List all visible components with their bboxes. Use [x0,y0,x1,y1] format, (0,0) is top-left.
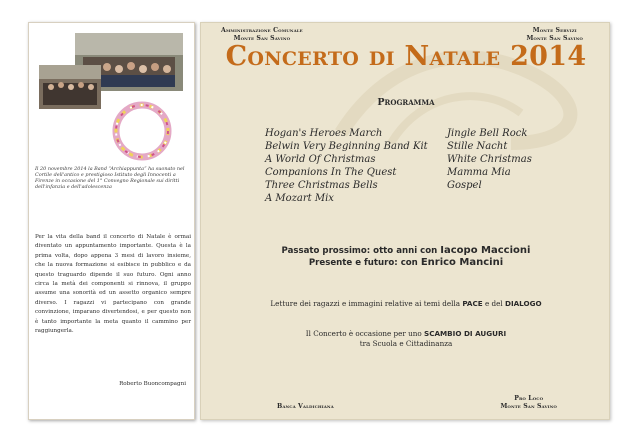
page-title: Concerto di Natale 2014 [225,41,587,72]
program-heading: Programma [377,97,435,108]
program-item: Three Christmas Bells [265,180,378,191]
past-director-name: Iacopo Maccioni [440,245,531,256]
present-director-label: Presente e futuro: con [308,258,418,268]
readings-word-dialogo: DIALOGO [504,299,542,308]
program-item: Hogan's Heroes March [265,128,383,139]
header-municipality-line2: Monte San Savino [233,34,291,42]
exchange-pre: Il Concerto è occasione per uno [305,329,422,338]
program-item: Gospel [447,180,482,191]
header-municipality [221,27,303,42]
band-photo-collage [35,31,185,161]
past-director-label: Passato prossimo: otto anni con [281,246,438,256]
program-item: Stille Nacht [447,141,508,152]
header-monte-servizi [526,27,583,42]
author-signature: Roberto Buoncompagni [119,381,186,387]
readings-mid: e del [484,299,503,308]
readings-word-pace: PACE [462,299,483,308]
concert-poster [200,22,610,420]
program-item: A Mozart Mix [265,193,334,204]
program-item: Jingle Bell Rock [447,128,528,139]
sponsor-pro-loco [500,395,557,410]
directors-block [201,245,611,269]
sponsor-bank: Banca Valdichiana [277,403,334,410]
program-item: Belwin Very Beginning Band Kit [265,141,428,152]
readings-pre: Letture dei ragazzi e immagini relative ai temi della [270,299,461,308]
sponsor-pro-loco-line2: Monte San Savino [500,402,557,410]
readings-line [201,299,611,308]
header-monte-servizi-line2: Monte San Savino [526,34,583,42]
program-item: A World Of Christmas [265,154,376,165]
exchange-line2: tra Scuola e Cittadinanza [359,339,453,348]
header-municipality-line1: Amministrazione Comunale [221,27,303,34]
program-column-right [447,127,532,192]
exchange-block [201,329,611,349]
present-director-name: Enrico Mancini [420,257,504,268]
exchange-highlight: SCAMBIO DI AUGURI [424,329,507,338]
left-panel [28,22,195,420]
photo-caption: Il 20 novembre 2014 la Band “Archiappunta” ha suonato nel Cortile dell'antico e prestigioso Istituto degli Innocenti a Firenze in occasione del 1° Convegno Regionale sui diritti dell'infanzia e dell'adolescenza [35,166,185,191]
program-item: Mamma Mia [447,167,511,178]
program-item: Companions In The Quest [265,167,397,178]
sponsor-pro-loco-line1: Pro Loco [514,395,544,402]
header-monte-servizi-line1: Monte Servizi [532,27,577,34]
program-column-left [265,127,428,205]
program-item: White Christmas [447,154,532,165]
band-description: Per la vita della band il concerto di Natale è ormai diventato un appuntamento importante. Questa è la prima volta, dopo appena 3 mesi di lavoro insieme, che la nuova formazione si esibisce in pubblico e da questo traguardo dipende il suo futuro. Ogni anno circa la metà dei componenti si rinnova, il gruppo assume una sonorità ed un assetto organico sempre diverso. I ragazzi vi partecipano con grande convinzione, imparano divertendosi, e per questo non è tanto importante la meta quanto il cammino per raggiungerla. [35,234,191,335]
